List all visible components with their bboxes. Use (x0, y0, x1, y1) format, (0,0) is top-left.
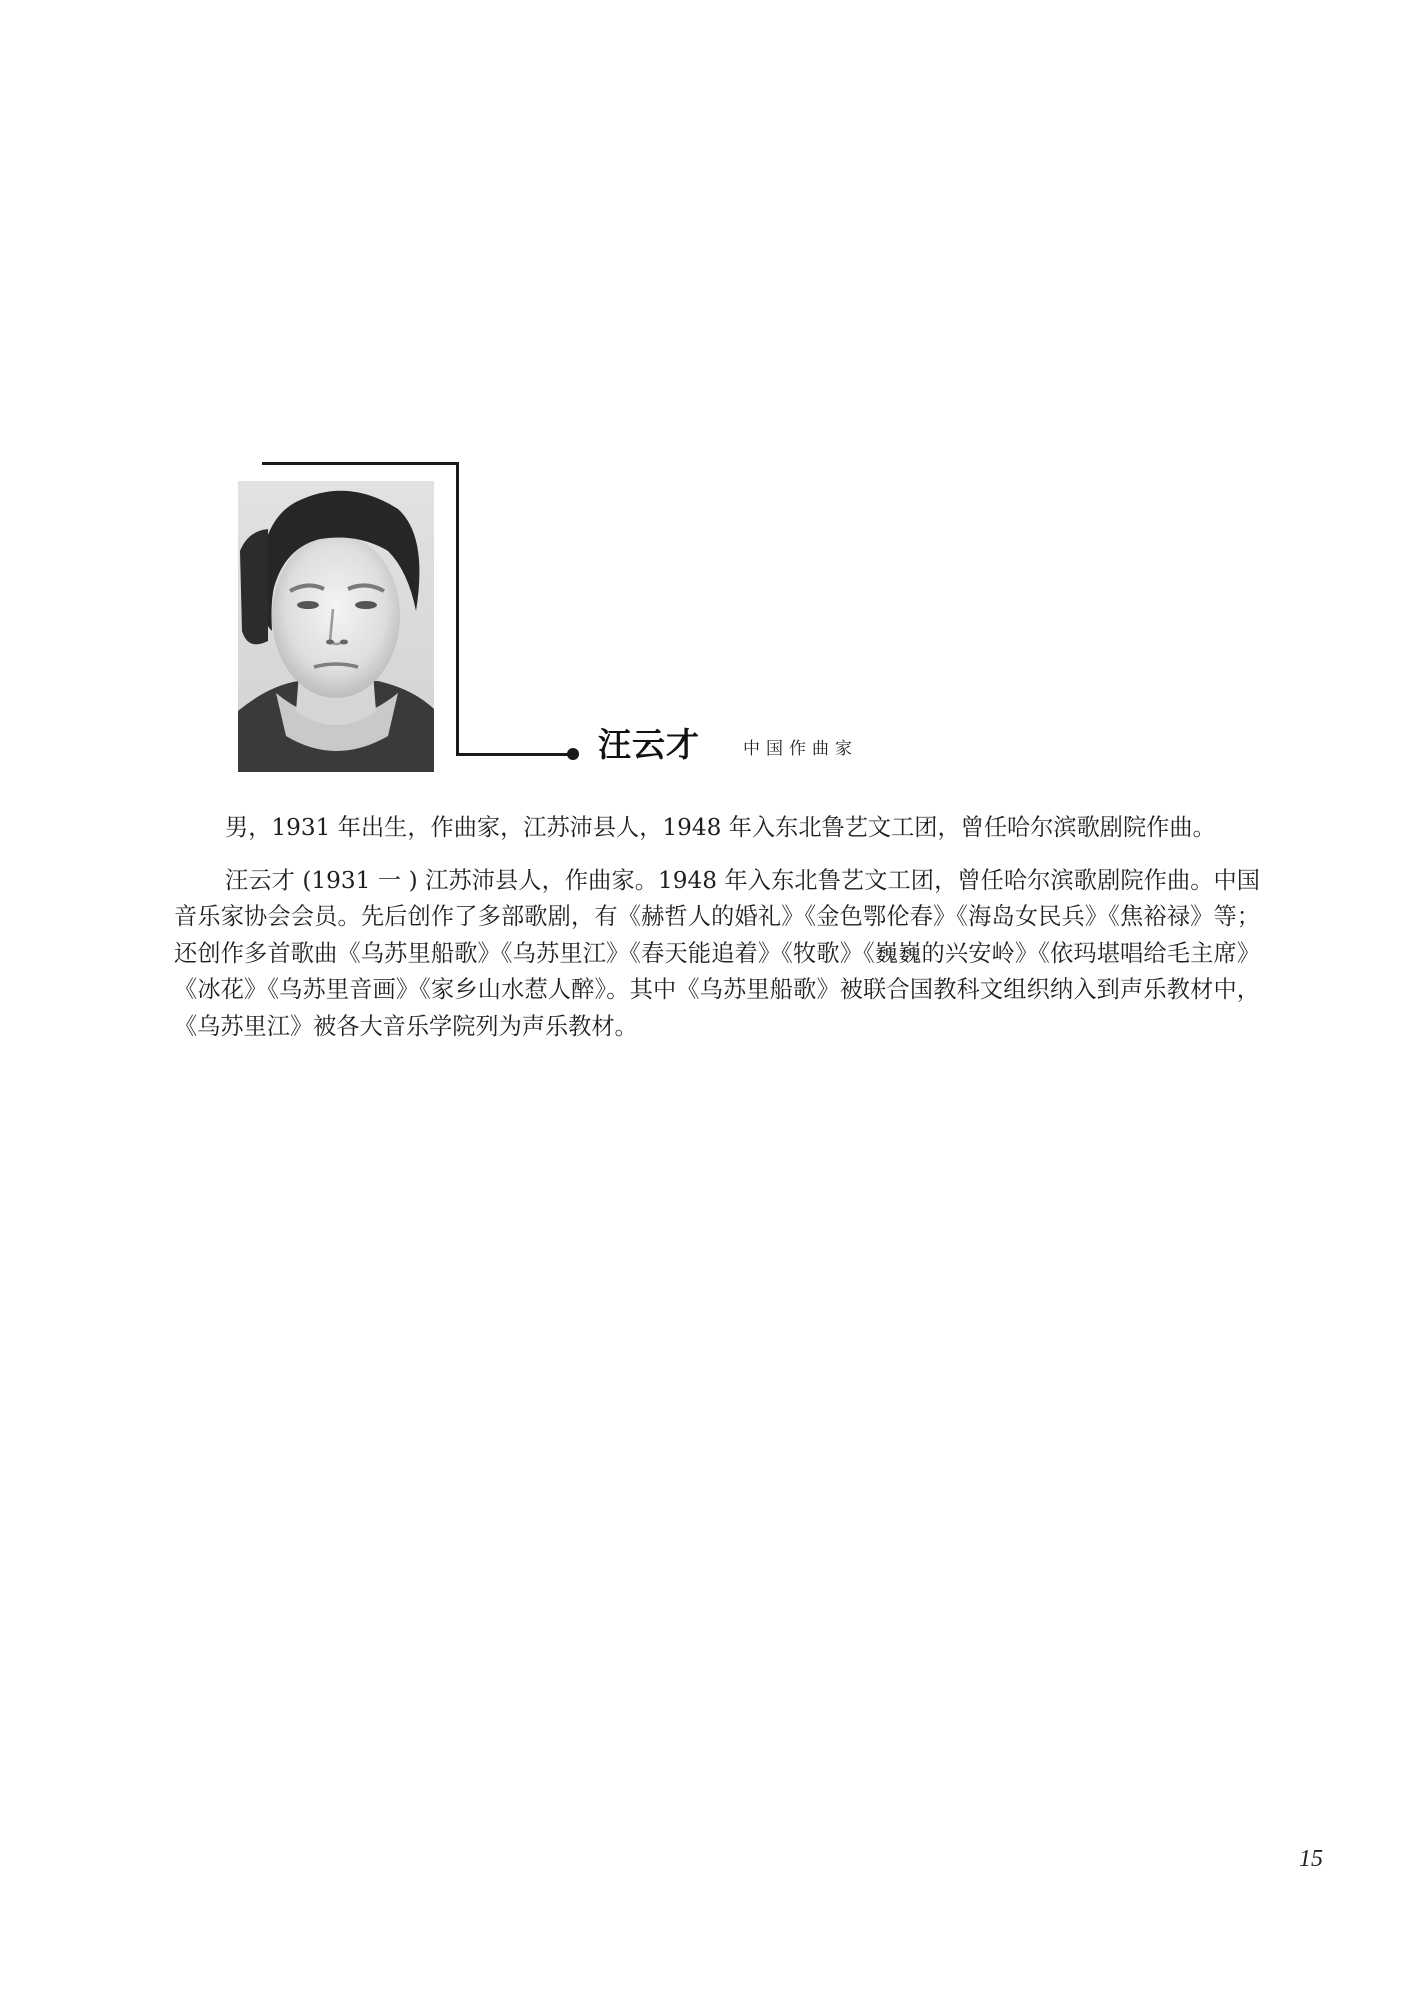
biography-text (174, 810, 1260, 1046)
connector-dot (567, 748, 579, 760)
biography-paragraph-2: 汪云才 (1931 一 ) 江苏沛县人，作曲家。1948 年入东北鲁艺文工团，曾任哈尔滨歌剧院作曲。中国音乐家协会会员。先后创作了多部歌剧，有《赫哲人的婚礼》《金色鄂伦春》《海岛女民兵》《焦裕禄》等；还创作多首歌曲《乌苏里船歌》《乌苏里江》《春天能追着》《牧歌》《巍巍的兴安岭》《依玛堪唱给毛主席》《冰花》《乌苏里音画》《家乡山水惹人醉》。其中《乌苏里船歌》被联合国教科文组织纳入到声乐教材中，《乌苏里江》被各大音乐学院列为声乐教材。 (174, 866, 1260, 1040)
person-title: 中国作曲家 (743, 739, 858, 759)
connector-line-vertical (456, 462, 459, 756)
portrait-photo (238, 481, 434, 772)
person-name: 汪云才 (598, 725, 700, 764)
biography-paragraph-1: 男，1931 年出生，作曲家，江苏沛县人，1948 年入东北鲁艺文工团，曾任哈尔滨歌剧院作曲。 (225, 814, 1216, 841)
connector-line-bottom (456, 753, 574, 756)
connector-line-top (262, 462, 459, 465)
page-number: 15 (1299, 1846, 1323, 1872)
